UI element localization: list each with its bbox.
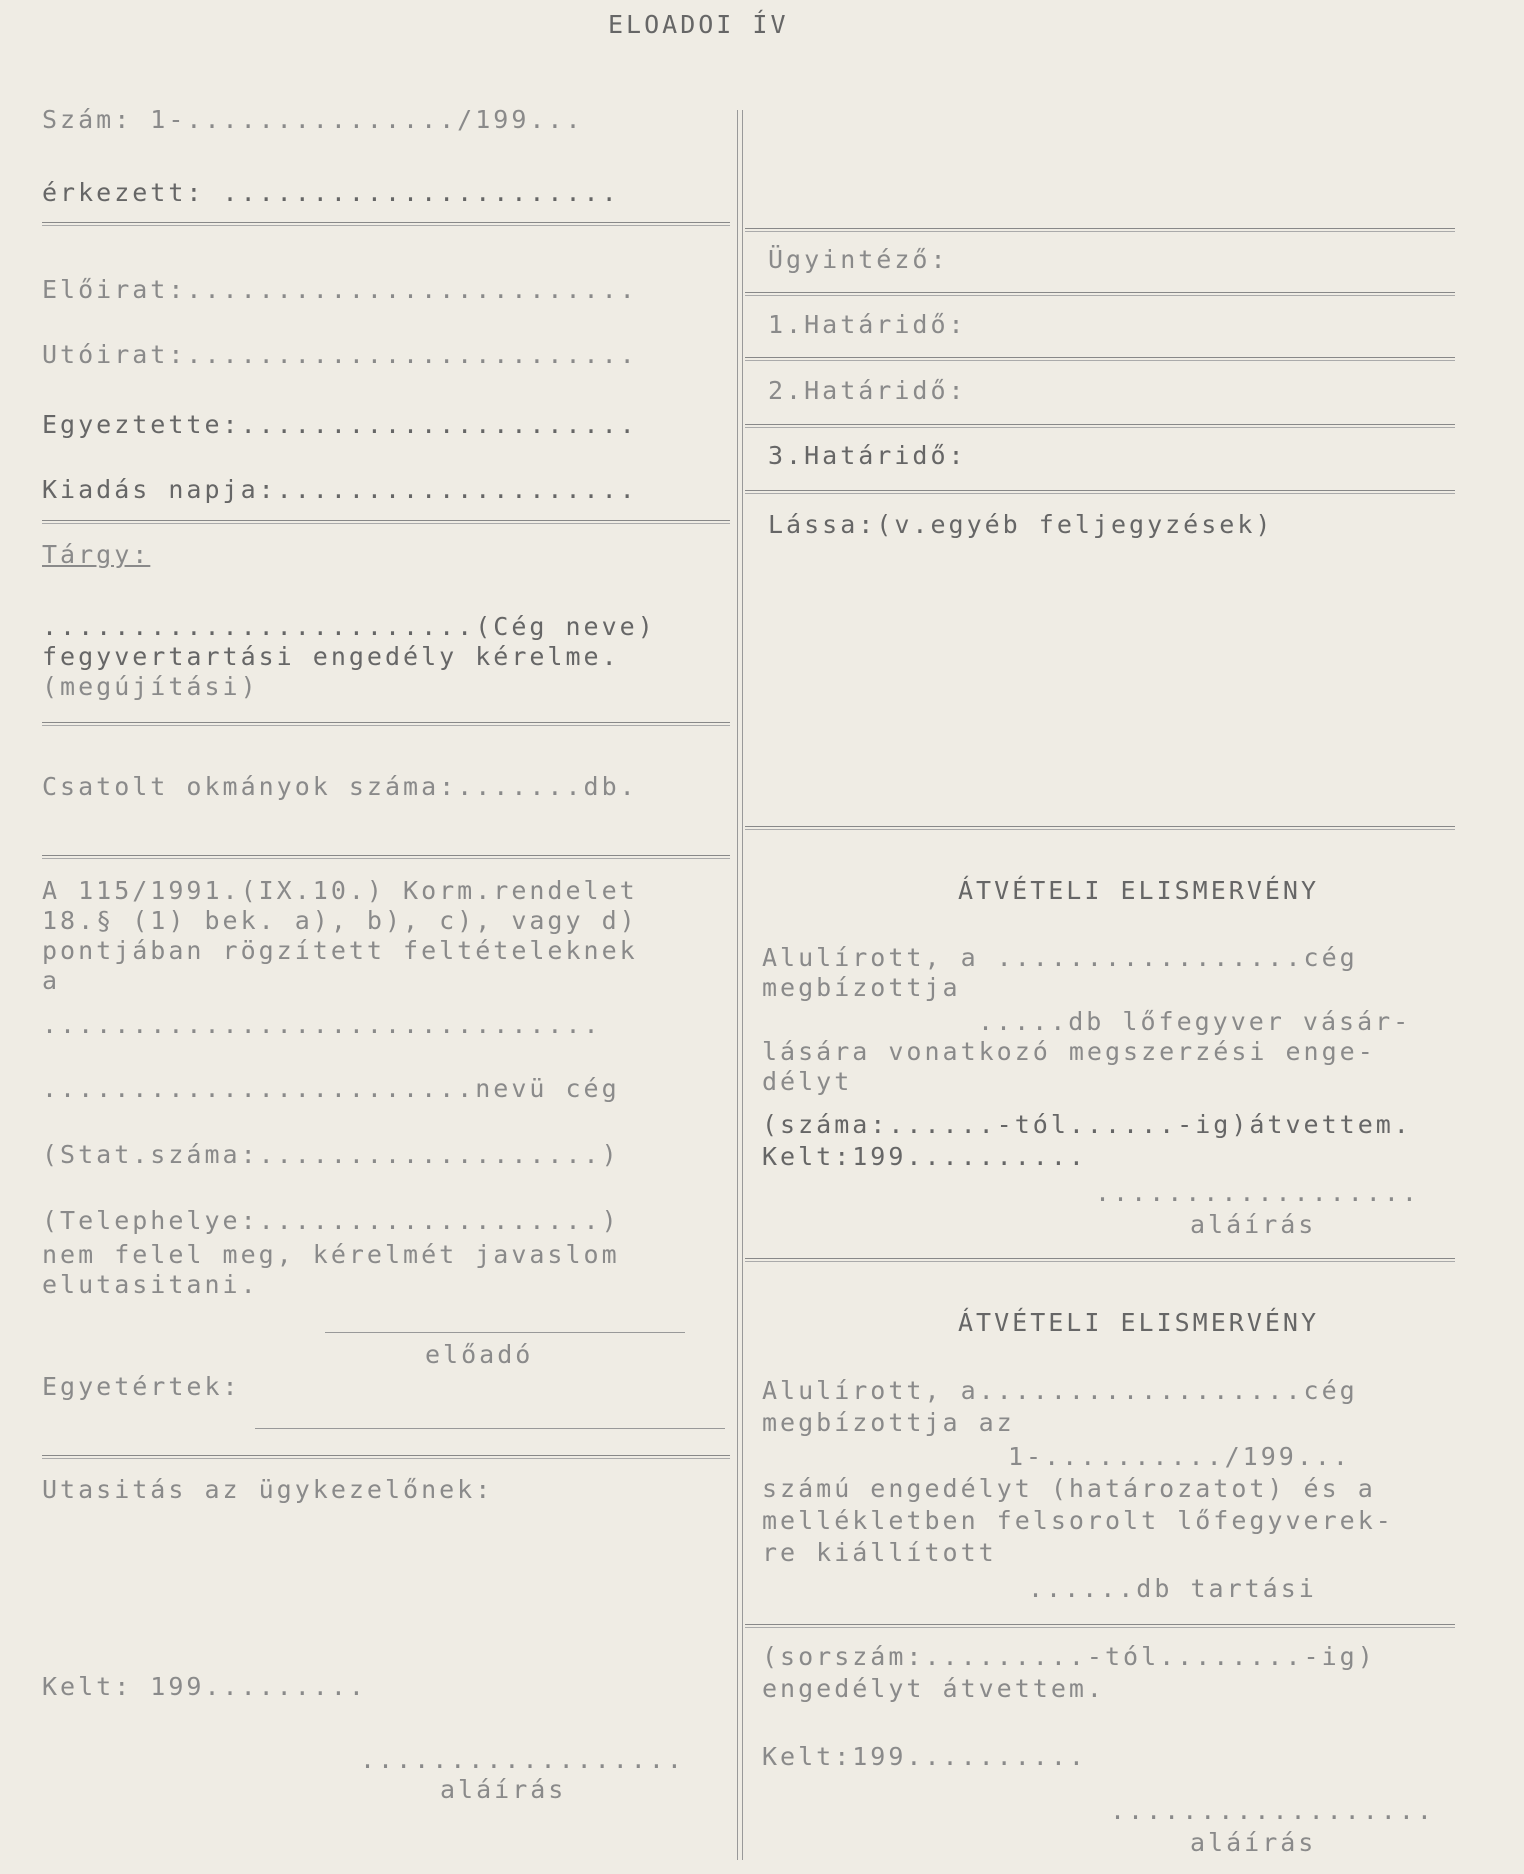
receipt-2-line: megbízottja az xyxy=(762,1408,1015,1437)
rule xyxy=(745,228,1455,232)
receipt-2-kelt: Kelt:199.......... xyxy=(762,1742,1087,1771)
receipt-2-line: re kiállított xyxy=(762,1538,997,1567)
rule xyxy=(745,357,1455,361)
nem-felel-line: nem felel meg, kérelmét javaslom xyxy=(42,1240,620,1269)
rule xyxy=(42,855,730,859)
rendelet-line: 18.§ (1) bek. a), b), c), vagy d) xyxy=(42,906,638,935)
lassa-field: Lássa:(v.egyéb feljegyzések) xyxy=(768,510,1274,539)
hatarido-3-field: 3.Határidő: xyxy=(768,441,967,470)
rule xyxy=(745,490,1455,494)
kiadas-napja-field: Kiadás napja:.................... xyxy=(42,475,638,504)
targy-label: Tárgy: xyxy=(42,540,151,569)
utoirat-field: Utóirat:......................... xyxy=(42,340,638,369)
targy-line: (megújítási) xyxy=(42,672,259,701)
receipt-2-signature-dots: .................. xyxy=(1110,1796,1435,1825)
rule xyxy=(745,826,1455,830)
receipt-1-line: Alulírott, a .................cég xyxy=(762,943,1358,972)
telephelye-field: (Telephelye:...................) xyxy=(42,1206,620,1235)
kelt-field: Kelt: 199......... xyxy=(42,1672,367,1701)
rendelet-line: a xyxy=(42,966,61,995)
eloado-signature-line xyxy=(325,1332,685,1333)
eloirat-field: Előirat:......................... xyxy=(42,275,638,304)
receipt-2-alairas: aláírás xyxy=(1190,1828,1317,1857)
receipt-1-title: ÁTVÉTELI ELISMERVÉNY xyxy=(958,876,1320,905)
rule xyxy=(42,222,730,226)
receipt-2-line: engedélyt átvettem. xyxy=(762,1674,1105,1703)
csatolt-okmanyok-field: Csatolt okmányok száma:.......db. xyxy=(42,772,638,801)
rule xyxy=(745,1624,1455,1628)
receipt-2-line: számú engedélyt (határozatot) és a xyxy=(762,1474,1376,1503)
receipt-2-line: (sorszám:.........-tól........-ig) xyxy=(762,1642,1376,1671)
receipt-1-line: (száma:......-tól......-ig)átvettem. xyxy=(762,1110,1412,1139)
rendelet-line: pontjában rögzített feltételeknek xyxy=(42,936,638,965)
szam-field: Szám: 1-.............../199... xyxy=(42,105,584,134)
signature-dots: .................. xyxy=(360,1745,685,1774)
receipt-1-kelt: Kelt:199.......... xyxy=(762,1142,1087,1171)
targy-line: ........................(Cég neve) xyxy=(42,612,656,641)
receipt-1-line: megbízottja xyxy=(762,973,961,1002)
egyetertek-line xyxy=(255,1428,725,1429)
egyeztette-field: Egyeztette:...................... xyxy=(42,410,638,439)
alairas-label: aláírás xyxy=(440,1775,567,1804)
receipt-1-signature-dots: .................. xyxy=(1095,1178,1420,1207)
form-title: ELOADOI ÍV xyxy=(608,10,789,39)
receipt-1-line: .....db lőfegyver vásár- xyxy=(978,1007,1412,1036)
receipt-2-line: mellékletben felsorolt lőfegyverek- xyxy=(762,1506,1394,1535)
dots-line: ............................... xyxy=(42,1010,602,1039)
receipt-2-line: ......db tartási xyxy=(1028,1574,1317,1603)
egyetertek-label: Egyetértek: xyxy=(42,1372,241,1401)
receipt-2-title: ÁTVÉTELI ELISMERVÉNY xyxy=(958,1308,1320,1337)
rule xyxy=(42,520,730,524)
hatarido-1-field: 1.Határidő: xyxy=(768,310,967,339)
nem-felel-line: elutasitani. xyxy=(42,1270,259,1299)
rule xyxy=(42,1455,730,1459)
rule xyxy=(745,292,1455,296)
receipt-2-line: 1-........../199... xyxy=(1008,1442,1351,1471)
targy-line: fegyvertartási engedély kérelme. xyxy=(42,642,620,671)
ugyintezo-field: Ügyintéző: xyxy=(768,245,949,274)
stat-szama-field: (Stat.száma:...................) xyxy=(42,1140,620,1169)
receipt-1-alairas: aláírás xyxy=(1190,1210,1317,1239)
receipt-1-line: délyt xyxy=(762,1067,853,1096)
rule xyxy=(745,1258,1455,1262)
column-divider xyxy=(737,110,743,1860)
erkezett-field: érkezett: ...................... xyxy=(42,178,620,207)
receipt-2-line: Alulírott, a..................cég xyxy=(762,1376,1358,1405)
rule xyxy=(42,722,730,726)
nevu-ceg-field: ........................nevü cég xyxy=(42,1074,620,1103)
receipt-1-line: lására vonatkozó megszerzési enge- xyxy=(762,1037,1376,1066)
eloado-label: előadó xyxy=(425,1340,534,1369)
hatarido-2-field: 2.Határidő: xyxy=(768,376,967,405)
utasitas-label: Utasitás az ügykezelőnek: xyxy=(42,1475,494,1504)
rule xyxy=(745,424,1455,428)
rendelet-line: A 115/1991.(IX.10.) Korm.rendelet xyxy=(42,876,638,905)
